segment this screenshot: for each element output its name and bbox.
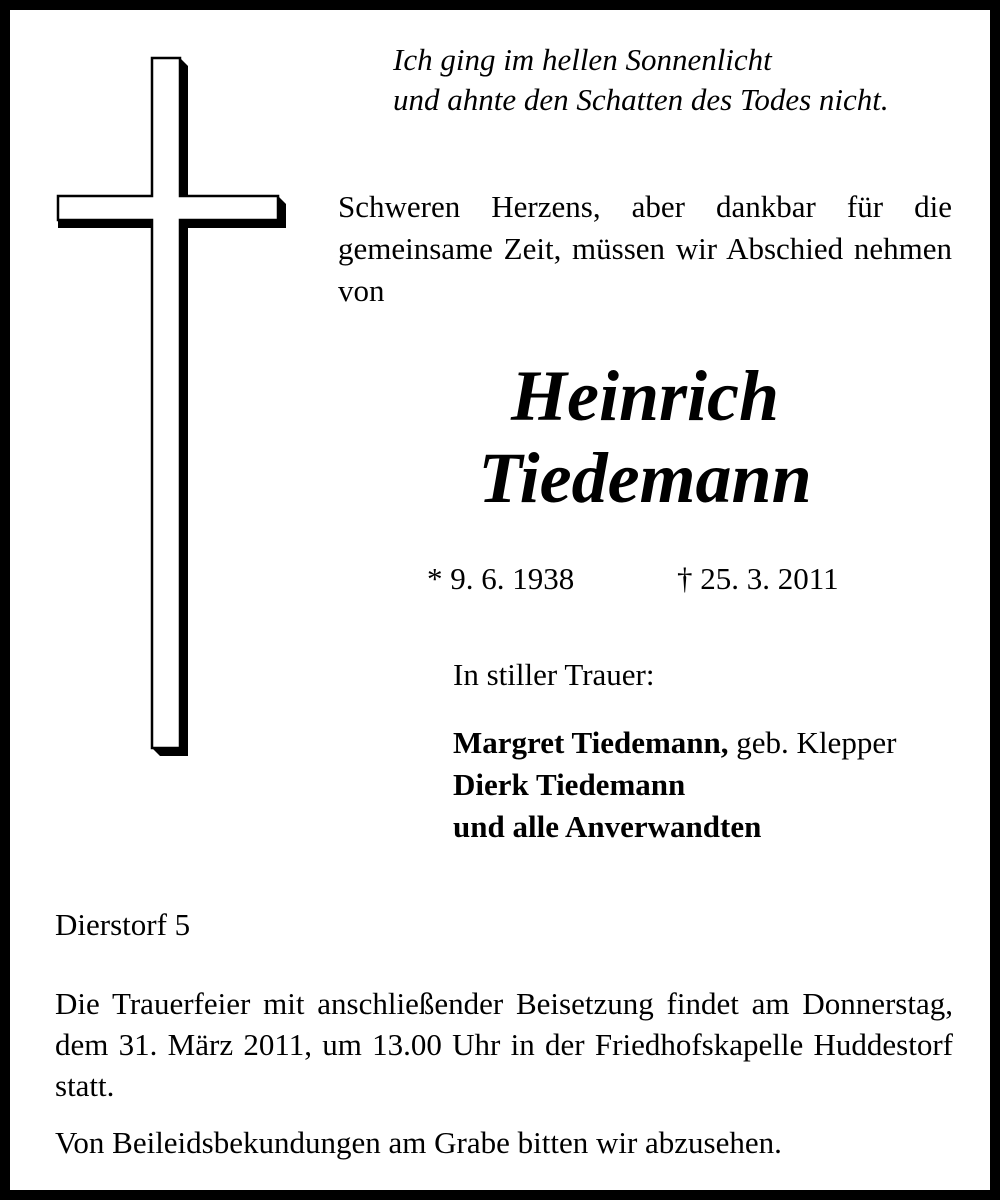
family-list bbox=[453, 722, 896, 848]
birth-date: * 9. 6. 1938 bbox=[427, 561, 575, 596]
funeral-notice: Die Trauerfeier mit anschließender Beisetzung findet am Donnerstag, dem 31. März 2011, um 13.00 Uhr in der Friedhofskapelle Huddestorf statt. bbox=[55, 986, 953, 1103]
family-member-3-name: und alle Anverwandten bbox=[453, 809, 762, 844]
motto-line-1: Ich ging im hellen Sonnenlicht bbox=[393, 42, 772, 77]
mourning-label: In stiller Trauer: bbox=[453, 657, 655, 692]
deceased-name bbox=[338, 355, 952, 519]
death-date: † 25. 3. 2011 bbox=[677, 561, 839, 596]
family-member-3 bbox=[453, 806, 896, 848]
condolence-note: Von Beileidsbekundungen am Grabe bitten wir abzusehen. bbox=[55, 1125, 782, 1160]
cross-icon bbox=[50, 50, 290, 770]
motto-verse bbox=[393, 40, 973, 120]
family-member-2-name: Dierk Tiedemann bbox=[453, 767, 686, 802]
motto-line-2: und ahnte den Schatten des Todes nicht. bbox=[393, 82, 889, 117]
intro-text: Schweren Herzens, aber dankbar für die gemeinsame Zeit, müssen wir Abschied nehmen von bbox=[338, 189, 952, 308]
address-place: Dierstorf 5 bbox=[55, 907, 191, 942]
family-member-2 bbox=[453, 764, 896, 806]
family-member-1-name: Margret Tiedemann, bbox=[453, 725, 729, 760]
family-member-1 bbox=[453, 722, 896, 764]
family-member-1-note: geb. Klepper bbox=[728, 725, 897, 760]
deceased-first-name: Heinrich bbox=[510, 356, 780, 436]
deceased-last-name: Tiedemann bbox=[478, 438, 812, 518]
